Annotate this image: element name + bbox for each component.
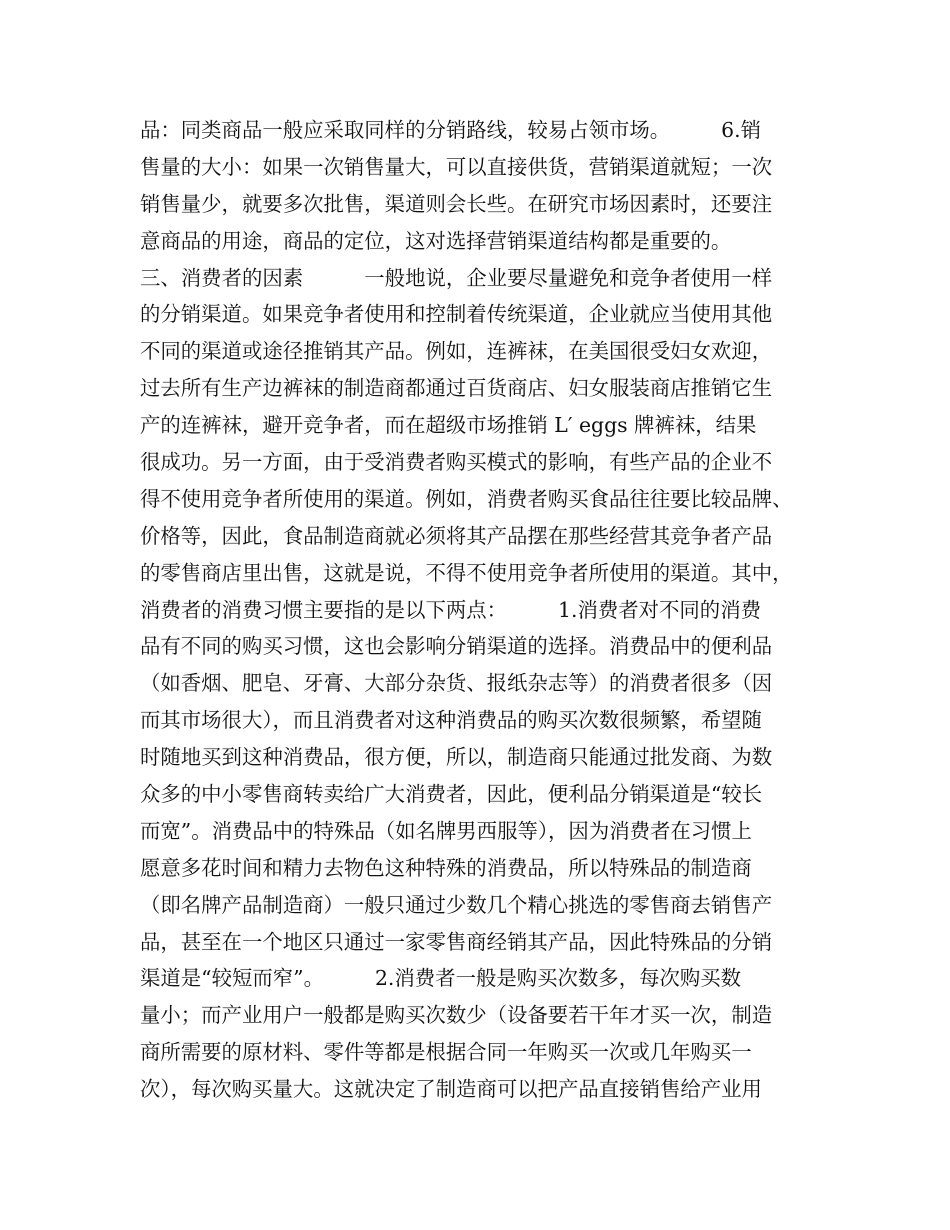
text-line: 得不使用竞争者所使用的渠道。例如，消费者购买食品往往要比较品牌、 (140, 486, 793, 511)
text-line: 而宽”。消费品中的特殊品（如名牌男西服等），因为消费者在习惯上 (140, 818, 752, 843)
text-line: 售量的大小：如果一次销售量大，可以直接供货，营销渠道就短；一次 (140, 154, 773, 179)
text-line: 的分销渠道。如果竞争者使用和控制着传统渠道，企业就应当使用其他 (140, 302, 773, 327)
text-line: （如香烟、肥皂、牙膏、大部分杂货、报纸杂志等）的消费者很多（因 (140, 671, 773, 696)
text-line: 愿意多花时间和精力去物色这种特殊的消费品，所以特殊品的制造商 (140, 855, 752, 880)
text-line: 渠道是“较短而窄”。 2.消费者一般是购买次数多，每次购买数 (140, 966, 742, 991)
text-line: 销售量少，就要多次批售，渠道则会长些。在研究市场因素时，还要注 (140, 191, 773, 216)
text-line: 商所需要的原材料、零件等都是根据合同一年购买一次或几年购买一 (140, 1040, 752, 1065)
text-line: 品：同类商品一般应采取同样的分销路线，较易占领市场。 6.销 (140, 118, 761, 142)
text-line: 消费者的消费习惯主要指的是以下两点： 1.消费者对不同的消费 (140, 597, 761, 622)
text-line: 意商品的用途，商品的定位，这对选择营销渠道结构都是重要的。 (140, 228, 732, 253)
text-line: 很成功。另一方面，由于受消费者购买模式的影响，有些产品的企业不 (140, 450, 773, 475)
body-text (140, 112, 830, 1108)
text-line: 品有不同的购买习惯，这也会影响分销渠道的选择。消费品中的便利品 (140, 634, 773, 659)
text-line: 量小；而产业用户一般都是购买次数少（设备要若干年才买一次，制造 (140, 1003, 773, 1028)
text-line: （即名牌产品制造商）一般只通过少数几个精心挑选的零售商去销售产 (140, 892, 773, 917)
text-line: 的零售商店里出售，这就是说，不得不使用竞争者所使用的渠道。其中， (140, 560, 793, 585)
text-line: 三、消费者的因素 一般地说，企业要尽量避免和竞争者使用一样 (140, 265, 773, 290)
text-line: 品，甚至在一个地区只通过一家零售商经销其产品，因此特殊品的分销 (140, 929, 773, 954)
text-line: 时随地买到这种消费品，很方便，所以，制造商只能通过批发商、为数 (140, 745, 773, 770)
text-line: 众多的中小零售商转卖给广大消费者，因此，便利品分销渠道是“较长 (140, 782, 763, 807)
text-line: 产的连裤袜，避开竞争者，而在超级市场推销 L′ eggs 牌裤袜，结果 (140, 413, 757, 438)
text-line: 次），每次购买量大。这就决定了制造商可以把产品直接销售给产业用 (140, 1077, 762, 1102)
text-line: 过去所有生产边裤袜的制造商都通过百货商店、妇女服装商店推销它生 (140, 376, 773, 401)
text-line: 不同的渠道或途径推销其产品。例如，连裤袜，在美国很受妇女欢迎， (140, 339, 773, 364)
text-line: 而其市场很大），而且消费者对这种消费品的购买次数很频繁，希望随 (140, 708, 762, 733)
text-line: 价格等，因此，食品制造商就必须将其产品摆在那些经营其竞争者产品 (140, 523, 773, 548)
